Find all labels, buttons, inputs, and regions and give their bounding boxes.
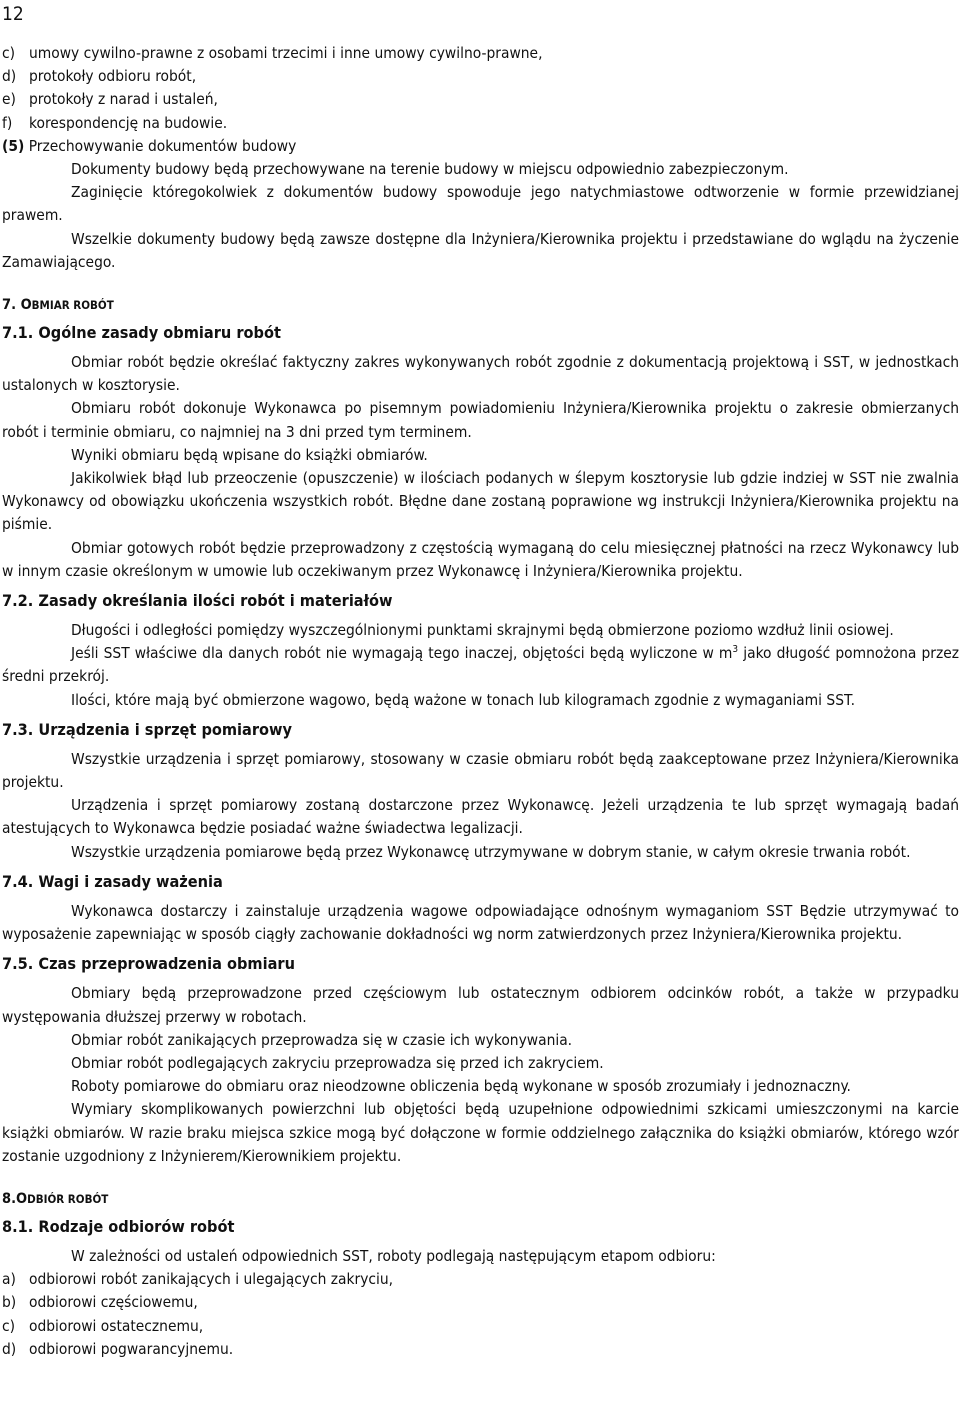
paragraph: Urządzenia i sprzęt pomiarowy zostaną dostarczone przez Wykonawcę. Jeżeli urządzenia te lub sprzęt wymagają badań atestujących to Wykonawca będzie posiadać ważne świadectwa legalizacji.: [2, 796, 959, 838]
paragraph: Obmiar robót zanikających przeprowadza się w czasie ich wykonywania.: [71, 1030, 573, 1049]
subsection-heading-7-3: 7.3. Urządzenia i sprzęt pomiarowy: [2, 719, 293, 739]
paragraph-text: jako długość pomnożona przez średni przekrój.: [2, 644, 960, 686]
list-item: [2, 1315, 959, 1338]
paragraph: Zaginięcie któregokolwiek z dokumentów budowy spowoduje jego natychmiastowe odtworzenie w formie przewidzianej prawem.: [2, 183, 959, 225]
section-heading-8: [2, 1188, 959, 1211]
list-text: odbiorowi częściowemu,: [29, 1293, 198, 1312]
paragraph: Dokumenty budowy będą przechowywane na terenie budowy w miejscu odpowiednio zabezpieczonym.: [71, 160, 789, 179]
paragraph: Wykonawca dostarczy i zainstaluje urządzenia wagowe odpowiadające odnośnym wymaganiom SST Będzie utrzymywać to wyposażenie zapewniając w sposób ciągły zachowanie dokładności wg norm zatwierdzonych przez Inżyniera/Kierownika projektu.: [2, 901, 959, 944]
list-text: korespondencję na budowie.: [29, 113, 228, 132]
paragraph: Wszystkie urządzenia pomiarowe będą przez Wykonawcę utrzymywane w dobrym stanie, w całym okresie trwania robót.: [71, 842, 911, 861]
page-number: 12: [2, 3, 24, 25]
subsection-heading-8-1: 8.1. Rodzaje odbiorów robót: [2, 1216, 235, 1236]
list-text: umowy cywilno-prawne z osobami trzecimi i inne umowy cywilno-prawne,: [29, 44, 543, 62]
list-text: odbiorowi pogwarancyjnemu.: [29, 1339, 234, 1358]
list-item: [2, 1268, 959, 1291]
list-label: b): [2, 1293, 17, 1312]
paragraph: Obmiaru robót dokonuje Wykonawca po pisemnym powiadomieniu Inżyniera/Kierownika projektu o zakresie obmierzanych robót i terminie obmiaru, co najmniej na 3 dni przed tym terminem.: [2, 399, 959, 441]
paragraph: Długości i odległości pomiędzy wyszczególnionymi punktami skrajnymi będą obmierzone poziomo wzdłuż linii osiowej.: [71, 621, 894, 640]
list-label: d): [2, 67, 17, 86]
list-item: [2, 42, 959, 65]
list-text: odbiorowi ostatecznemu,: [29, 1316, 204, 1335]
list-item: [2, 88, 959, 111]
section-num: 7. O: [2, 297, 32, 314]
list-text: protokoły z narad i ustaleń,: [29, 90, 218, 109]
list-top: [2, 42, 959, 135]
list-item: [2, 65, 959, 88]
item5-heading: [2, 135, 959, 158]
paragraph: Obmiar gotowych robót będzie przeprowadzony z częstością wymaganą do celu miesięcznej płatności na rzecz Wykonawcy lub w innym czasie określonym w umowie lub oczekiwanym przez Wykonawcę i Inżyniera/Kierownika projektu.: [2, 538, 959, 580]
paragraph-text: Jeśli SST właściwe dla danych robót nie wymagają tego inaczej, objętości będą wyliczone w m: [71, 644, 733, 663]
section-title: BMIAR ROBÓT: [31, 298, 114, 313]
list-label: c): [2, 1316, 16, 1335]
paragraph: Ilości, które mają być obmierzone wagowo, będą ważone w tonach lub kilogramach zgodnie z wymaganiami SST.: [71, 690, 856, 709]
list-label: f): [2, 113, 13, 132]
list-odbiory: [2, 1268, 959, 1361]
paragraph: Roboty pomiarowe do obmiaru oraz nieodzowne obliczenia będą wykonane w sposób zrozumiały i jednoznaczny.: [71, 1077, 851, 1096]
list-item: [2, 112, 959, 135]
paragraph: Obmiar robót będzie określać faktyczny zakres wykonywanych robót zgodnie z dokumentacją projektową i SST, w jednostkach ustalonych w kosztorysie.: [2, 353, 959, 395]
subsection-heading-7-2: 7.2. Zasady określania ilości robót i materiałów: [2, 591, 393, 611]
section-heading-7: [2, 294, 959, 317]
subsection-heading-7-1: 7.1. Ogólne zasady obmiaru robót: [2, 323, 281, 343]
section-title: DBIÓR ROBÓT: [27, 1191, 109, 1206]
list-label: a): [2, 1270, 16, 1289]
list-text: odbiorowi robót zanikających i ulegających zakryciu,: [29, 1270, 394, 1289]
paragraph: Obmiary będą przeprowadzone przed częściowym lub ostatecznym odbiorem odcinków robót, a także w przypadku występowania dłuższej przerwy w robotach.: [2, 984, 959, 1026]
paragraph: Wszystkie urządzenia i sprzęt pomiarowy, stosowany w czasie obmiaru robót będą zaakceptowane przez Inżyniera/Kierownika projektu.: [2, 749, 959, 792]
list-text: protokoły odbioru robót,: [29, 67, 197, 86]
paragraph: Wymiary skomplikowanych powierzchni lub objętości będą uzupełnione odpowiednimi szkicami umieszczonymi na karcie książki obmiarów. W razie braku miejsca szkice mogą być dołączone w formie oddzielnego załącznika do książki obmiarów, którego wzór zostanie uzgodniony z Inżynierem/Kierownikiem projektu.: [2, 1100, 959, 1165]
item5-title: Przechowywanie dokumentów budowy: [24, 136, 297, 155]
superscript: 3: [732, 644, 739, 656]
paragraph: Obmiar robót podlegających zakryciu przeprowadza się przed ich zakryciem.: [71, 1053, 604, 1072]
page-content: [2, 42, 959, 1361]
list-label: c): [2, 44, 16, 62]
list-label: e): [2, 90, 16, 109]
list-item: [2, 1291, 959, 1314]
section-num: 8.O: [2, 1190, 28, 1207]
paragraph: Wyniki obmiaru będą wpisane do książki obmiarów.: [71, 445, 428, 464]
paragraph: Wszelkie dokumenty budowy będą zawsze dostępne dla Inżyniera/Kierownika projektu i przedstawiane do wglądu na życzenie Zamawiającego.: [2, 229, 959, 271]
subsection-heading-7-4: 7.4. Wagi i zasady ważenia: [2, 871, 223, 891]
item5-label: (5): [2, 136, 25, 155]
paragraph: Jakikolwiek błąd lub przeoczenie (opuszczenie) w ilościach podanych w ślepym kosztorysie lub gdzie indziej w SST nie zwalnia Wykonawcy od obowiązku ukończenia wszystkich robót. Błędne dane zostaną poprawione wg instrukcji Inżyniera/Kierownika projektu na piśmie.: [2, 469, 959, 534]
paragraph: W zależności od ustaleń odpowiednich SST, roboty podlegają następującym etapom odbioru:: [71, 1246, 716, 1265]
list-label: d): [2, 1339, 17, 1358]
paragraph: [2, 642, 959, 688]
subsection-heading-7-5: 7.5. Czas przeprowadzenia obmiaru: [2, 954, 295, 974]
list-item: [2, 1338, 959, 1361]
